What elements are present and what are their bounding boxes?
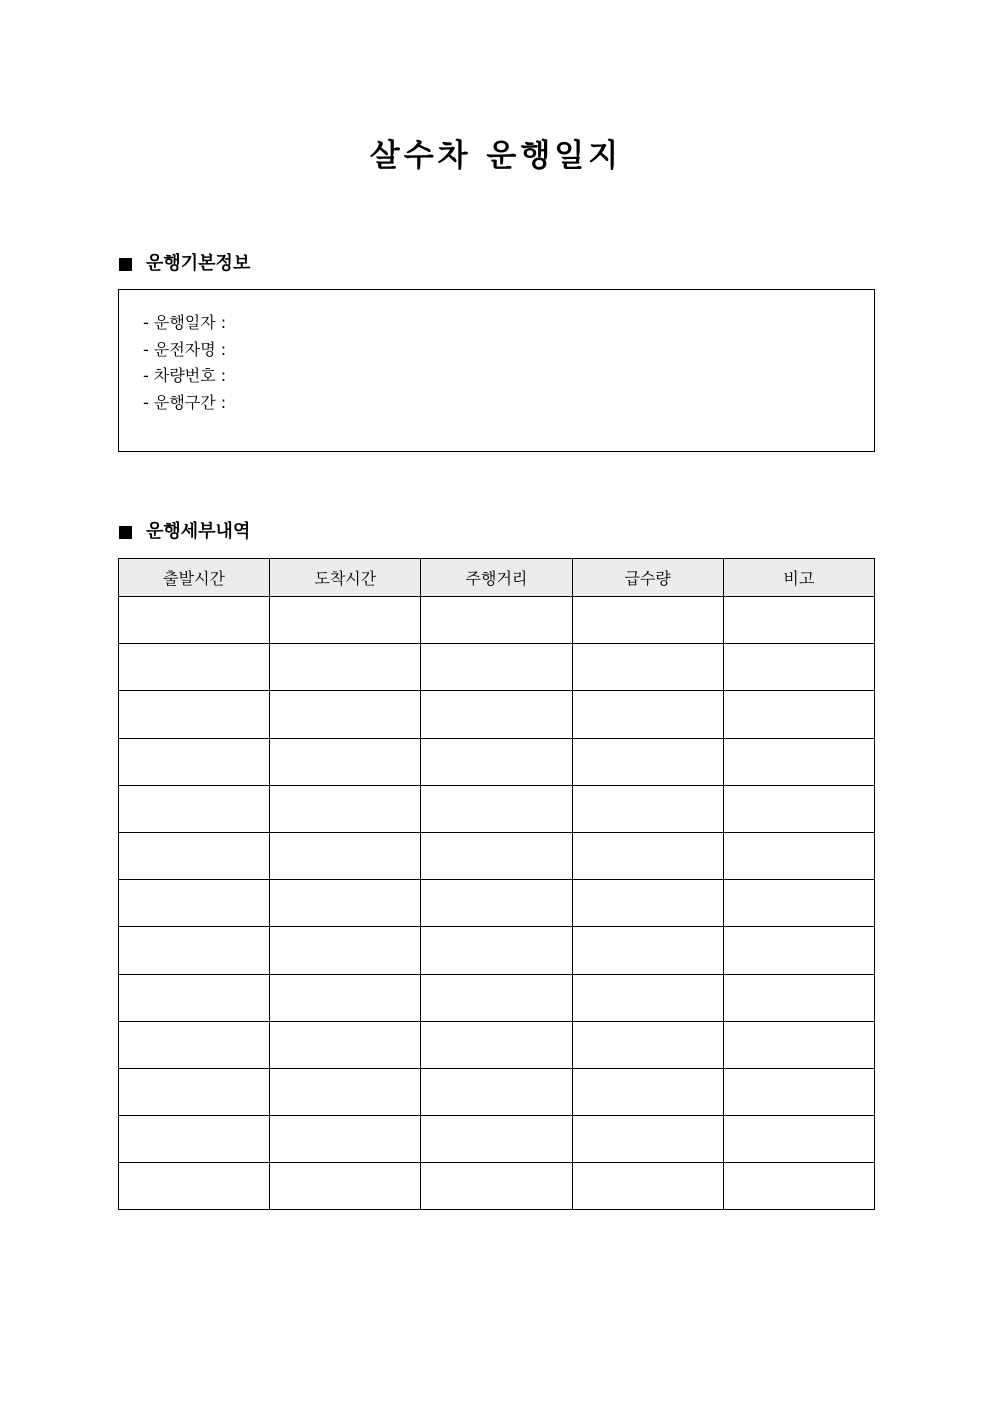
table-cell[interactable] xyxy=(421,1068,572,1115)
table-cell[interactable] xyxy=(119,1021,270,1068)
table-cell[interactable] xyxy=(119,974,270,1021)
table-cell[interactable] xyxy=(572,1021,723,1068)
table-cell[interactable] xyxy=(421,880,572,927)
table-cell[interactable] xyxy=(421,785,572,832)
table-cell[interactable] xyxy=(119,597,270,644)
table-row xyxy=(119,1068,875,1115)
table-row xyxy=(119,1163,875,1210)
table-cell[interactable] xyxy=(421,1116,572,1163)
table-cell[interactable] xyxy=(723,1068,874,1115)
info-field-driver: - 운전자명 : xyxy=(143,339,227,359)
table-cell[interactable] xyxy=(119,880,270,927)
table-cell[interactable] xyxy=(723,832,874,879)
table-cell[interactable] xyxy=(270,880,421,927)
table-cell[interactable] xyxy=(270,738,421,785)
table-cell[interactable] xyxy=(421,832,572,879)
info-field-date: - 운행일자 : xyxy=(143,313,227,332)
table-cell[interactable] xyxy=(270,644,421,691)
table-cell[interactable] xyxy=(572,597,723,644)
detail-table xyxy=(118,558,875,1210)
table-cell[interactable] xyxy=(723,785,874,832)
table-cell[interactable] xyxy=(270,974,421,1021)
table-cell[interactable] xyxy=(572,927,723,974)
table-cell[interactable] xyxy=(119,1068,270,1115)
table-row xyxy=(119,974,875,1021)
table-cell[interactable] xyxy=(270,1116,421,1163)
table-cell[interactable] xyxy=(270,1163,421,1210)
table-cell[interactable] xyxy=(421,691,572,738)
table-row xyxy=(119,832,875,879)
table-row xyxy=(119,644,875,691)
table-cell[interactable] xyxy=(572,1068,723,1115)
table-cell[interactable] xyxy=(270,1068,421,1115)
table-row xyxy=(119,1116,875,1163)
section-heading-basic-info xyxy=(119,252,250,276)
basic-info-box xyxy=(118,289,875,452)
table-cell[interactable] xyxy=(723,880,874,927)
table-cell[interactable] xyxy=(119,832,270,879)
table-cell[interactable] xyxy=(119,691,270,738)
column-header-remarks: 비고 xyxy=(723,559,874,597)
table-cell[interactable] xyxy=(270,691,421,738)
table-cell[interactable] xyxy=(119,644,270,691)
table-cell[interactable] xyxy=(572,691,723,738)
table-cell[interactable] xyxy=(723,974,874,1021)
table-cell[interactable] xyxy=(572,644,723,691)
table-cell[interactable] xyxy=(421,644,572,691)
table-row xyxy=(119,597,875,644)
table-cell[interactable] xyxy=(723,738,874,785)
table-cell[interactable] xyxy=(421,597,572,644)
table-cell[interactable] xyxy=(572,1163,723,1210)
table-cell[interactable] xyxy=(270,597,421,644)
section-heading-details xyxy=(119,520,250,544)
table-cell[interactable] xyxy=(723,644,874,691)
info-field-vehicle: - 차량번호 : xyxy=(143,366,227,385)
page-title: 살수차 운행일지 xyxy=(369,138,623,174)
table-cell[interactable] xyxy=(572,974,723,1021)
square-bullet-icon xyxy=(119,258,132,271)
table-cell[interactable] xyxy=(421,1021,572,1068)
table-row xyxy=(119,1021,875,1068)
table-cell[interactable] xyxy=(723,927,874,974)
square-bullet-icon xyxy=(119,526,132,539)
column-header-departure: 출발시간 xyxy=(119,559,270,597)
column-header-distance: 주행거리 xyxy=(421,559,572,597)
table-cell[interactable] xyxy=(119,1163,270,1210)
column-header-arrival: 도착시간 xyxy=(270,559,421,597)
column-header-water-supply: 급수량 xyxy=(572,559,723,597)
table-cell[interactable] xyxy=(572,880,723,927)
table-header-row xyxy=(119,559,875,597)
table-cell[interactable] xyxy=(119,785,270,832)
table-cell[interactable] xyxy=(119,738,270,785)
table-row xyxy=(119,691,875,738)
table-body xyxy=(119,597,875,1210)
table-row xyxy=(119,927,875,974)
table-cell[interactable] xyxy=(270,785,421,832)
table-cell[interactable] xyxy=(572,785,723,832)
table-cell[interactable] xyxy=(723,1021,874,1068)
table-cell[interactable] xyxy=(421,1163,572,1210)
table-cell[interactable] xyxy=(270,832,421,879)
table-cell[interactable] xyxy=(421,738,572,785)
table-cell[interactable] xyxy=(421,974,572,1021)
table-cell[interactable] xyxy=(270,1021,421,1068)
basic-info-list xyxy=(143,310,226,416)
section-heading-label: 운행세부내역 xyxy=(146,521,251,542)
table-row xyxy=(119,738,875,785)
table-row xyxy=(119,785,875,832)
table-cell[interactable] xyxy=(723,597,874,644)
table-cell[interactable] xyxy=(572,1116,723,1163)
section-heading-label: 운행기본정보 xyxy=(146,253,251,274)
table-cell[interactable] xyxy=(723,691,874,738)
info-field-route: - 운행구간 : xyxy=(143,392,227,412)
table-cell[interactable] xyxy=(421,927,572,974)
table-cell[interactable] xyxy=(572,738,723,785)
table-cell[interactable] xyxy=(270,927,421,974)
table-cell[interactable] xyxy=(119,1116,270,1163)
table-row xyxy=(119,880,875,927)
table-cell[interactable] xyxy=(723,1116,874,1163)
table-cell[interactable] xyxy=(572,832,723,879)
table-cell[interactable] xyxy=(723,1163,874,1210)
table-cell[interactable] xyxy=(119,927,270,974)
